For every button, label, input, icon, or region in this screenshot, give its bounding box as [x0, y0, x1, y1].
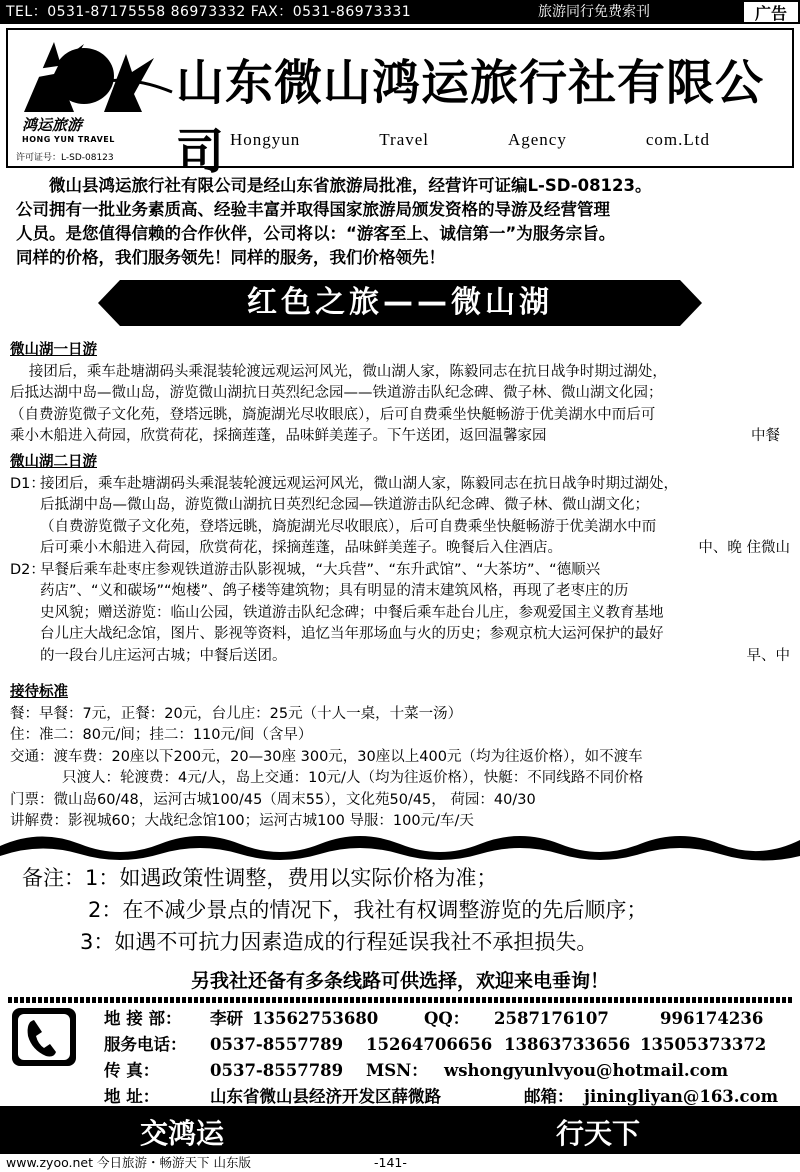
standard-line: 只渡人：轮渡费：4元/人，岛上交通：10元/人（均为往返价格），快艇：不同线路不同价格	[62, 770, 644, 786]
slogan-right: 行天下	[556, 1117, 641, 1150]
msn-label: MSN：	[366, 1061, 428, 1080]
contact-row-fax	[104, 1058, 794, 1084]
tour1-meal: 中餐	[751, 428, 780, 444]
qq-number-1: 2587176107	[494, 1009, 609, 1028]
tour1-line: （自费游览微子文化苑，登塔远眺，旖旎湖光尽收眼底），后可自费乘坐快艇畅游于优美湖水中而后可	[10, 406, 656, 423]
service-phone-4: 13505373372	[640, 1035, 767, 1054]
day2-line: 台儿庄大战纪念馆，图片、影视等资料，追忆当年那场血与火的历史；参观京杭大运河保护的最好	[40, 626, 664, 642]
day2-line: 药店”、“义和碳场”“炮楼”、鸽子楼等建筑物；具有明显的清末建筑风格，再现了老枣庄的历	[40, 583, 629, 599]
service-label: 服务电话：	[104, 1035, 187, 1054]
slogan-left: 交鸿运	[140, 1117, 225, 1150]
email-address: jiningliyan@163.com	[584, 1087, 779, 1106]
intro-line: 同样的价格，我们服务领先！同样的服务，我们价格领先！	[16, 248, 445, 267]
tour1-line: 乘小木船进入荷园，欣赏荷花，採摘莲蓬，品味鲜美莲子。下午送团，返回温馨家园	[10, 428, 547, 444]
bottom-slogan-bar	[0, 1106, 800, 1154]
intro-text	[16, 174, 786, 270]
phone-icon	[12, 1008, 76, 1066]
tour1-title: 微山湖一日游	[10, 342, 97, 358]
email-label: 邮箱：	[524, 1087, 574, 1106]
intro-line: 人员。是您值得信赖的合作伙伴，公司将以：“游客至上、诚信第一”为服务宗旨。	[16, 224, 616, 243]
extra-routes-note: 另我社还备有多条线路可供选择，欢迎来电垂询！	[190, 970, 609, 992]
intro-line: 公司拥有一批业务素质高、经验丰富并取得国家旅游局颁发资格的导游及经营管理	[16, 200, 610, 219]
company-en-word: Hongyun	[230, 130, 301, 149]
license-number: 许可证号：L-SD-08123	[16, 153, 114, 163]
reception-phone: 13562753680	[252, 1009, 379, 1028]
top-bar	[0, 0, 800, 24]
service-phone-2: 15264706656	[366, 1035, 493, 1054]
company-logo	[14, 32, 174, 152]
address-value: 山东省微山县经济开发区薛微路	[210, 1087, 441, 1106]
day1-line: 接团后，乘车赴塘湖码头乘混装轮渡远观运河风光，微山湖人家，陈毅同志在抗日战争时期过湖处，	[40, 475, 678, 492]
company-name: 山东微山鸿运旅行社有限公司	[176, 55, 765, 180]
wave-divider	[0, 826, 800, 866]
fax-number: 0537-8557789	[210, 1061, 344, 1080]
qq-number-2: 996174236	[660, 1009, 764, 1028]
footer-site: www.zyoo.net 今日旅游・畅游天下 山东版	[6, 1155, 251, 1170]
fax-label: 传 真：	[104, 1061, 160, 1080]
reception-name: 李研	[210, 1009, 243, 1028]
day1-line: （自费游览微子文化苑，登塔远眺，旖旎湖光尽收眼底），后可自费乘坐快艇畅游于优美湖水中而	[40, 518, 657, 535]
remark-3: 3：如遇不可抗力因素造成的行程延误我社不承担损失。	[80, 930, 598, 954]
ad-badge: 广告	[742, 0, 800, 24]
day1-label: D1：	[10, 475, 45, 492]
day2-meal: 早、中	[746, 647, 790, 664]
tour1-line: 后抵达湖中岛—微山岛，游览微山湖抗日英烈纪念园——铁道游击队纪念碑、微子林、微山湖文化园；	[10, 385, 663, 401]
company-english	[230, 130, 710, 150]
logo-chinese: 鸿运旅游	[22, 116, 83, 134]
logo-mark-icon	[14, 32, 174, 116]
tour2-title: 微山湖二日游	[10, 454, 97, 470]
footer	[6, 1154, 794, 1172]
msn-address: wshongyunlvyou@hotmail.com	[444, 1061, 729, 1080]
company-en-word: com.Ltd	[645, 130, 710, 149]
tour-two-day	[10, 452, 790, 667]
remark-1: 备注：1：如遇政策性调整，费用以实际价格为准；	[22, 866, 498, 890]
service-phone-3: 13863733656	[504, 1035, 631, 1054]
service-phone-1: 0537-8557789	[210, 1035, 344, 1054]
day1-last-row	[40, 538, 790, 560]
header	[6, 28, 794, 180]
intro-line: 微山县鸿运旅行社有限公司是经山东省旅游局批准，经营许可证编L-SD-08123。	[49, 176, 652, 195]
standard-line: 讲解费：影视城60；大战纪念馆100；运河古城100 导服：100元/车/天	[10, 813, 474, 829]
day1-line: 后可乘小木船进入荷园，欣赏荷花，採摘莲蓬，品味鲜美莲子。晚餐后入住酒店。	[40, 540, 562, 556]
tour1-last-row	[10, 426, 790, 448]
standards-title: 接待标准	[10, 684, 68, 700]
top-tag: 旅游同行免费索刊	[538, 4, 650, 20]
page-number: -141-	[374, 1155, 407, 1170]
tour2-day2	[10, 560, 790, 668]
standard-line: 交通：渡车费：20座以下200元，20—30座 300元，30座以上400元（均为往返价格），如不渡车	[10, 748, 643, 765]
tour2-day1	[10, 474, 790, 560]
reception-standards	[10, 682, 790, 833]
tour-one-day	[10, 340, 790, 448]
day2-line: 早餐后乘车赴枣庄参观铁道游击队影视城，“大兵营”、“东升武馆”、“大茶坊”、“德顺兴	[40, 561, 601, 578]
title-banner: 红色之旅——微山湖	[120, 280, 680, 326]
reception-label: 地 接 部：	[104, 1009, 182, 1028]
company-en-word: Travel	[379, 130, 430, 149]
address-label: 地 址：	[104, 1087, 160, 1106]
day2-line: 的一段台儿庄运河古城；中餐后送团。	[40, 647, 287, 664]
day2-line: 史风貌；赠送游览：临山公园，铁道游击队纪念碑；中餐后乘车赴台儿庄，参观爱国主义教育基地	[40, 604, 664, 621]
logo-english: HONG YUN TRAVEL	[22, 135, 115, 144]
day1-line: 后抵湖中岛—微山岛，游览微山湖抗日英烈纪念园—铁道游击队纪念碑、微子林、微山湖文化；	[40, 497, 649, 513]
contact-row-reception	[104, 1006, 794, 1032]
standard-line: 餐：早餐：7元，正餐：20元，台儿庄：25元（十人一桌，十菜一汤）	[10, 705, 463, 722]
standard-line: 住：准二：80元/间；挂二：110元/间（含早）	[10, 727, 313, 743]
contact-row-service	[104, 1032, 794, 1058]
top-contact: TEL：0531-87175558 86973332 FAX：0531-86973331	[6, 4, 412, 20]
contact-info	[104, 1006, 794, 1110]
day2-label: D2：	[10, 561, 45, 578]
dotted-divider	[8, 997, 792, 1003]
remark-2: 2：在不减少景点的情况下，我社有权调整游览的先后顺序；	[88, 898, 648, 922]
standard-line: 门票：微山岛60/48，运河古城100/45（周末55），文化苑50/45， 荷园：40/30	[10, 791, 536, 808]
day1-meal: 中、晚 住微山	[698, 540, 790, 556]
day2-last-row	[40, 646, 790, 668]
company-en-word: Agency	[507, 130, 567, 149]
qq-label: QQ：	[424, 1009, 470, 1028]
tour1-line: 接团后，乘车赴塘湖码头乘混装轮渡远观运河风光，微山湖人家，陈毅同志在抗日战争时期过湖处，	[28, 363, 667, 380]
remarks	[22, 862, 782, 958]
